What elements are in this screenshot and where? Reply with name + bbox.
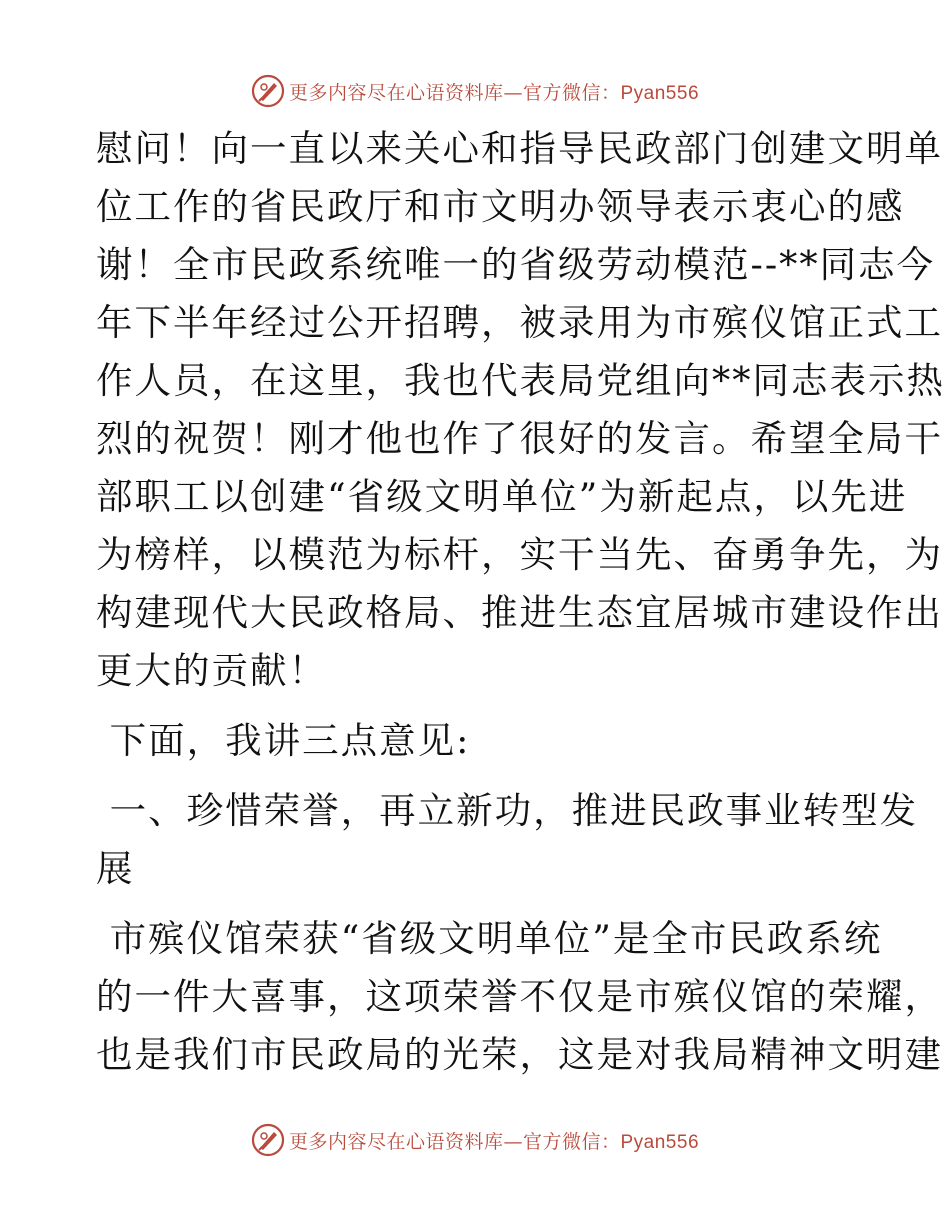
footer-banner-text (289, 1127, 699, 1154)
text-line: 下面，我讲三点意见: (96, 719, 471, 762)
document-body (96, 120, 945, 1084)
quill-logo-icon (251, 74, 285, 108)
text-line: 慰问！向一直以来关心和指导民政部门创建文明单 (96, 127, 943, 170)
text-line: 更大的贡献！ (96, 649, 327, 692)
header-banner-title: 更多内容尽在心语资料库 (288, 81, 504, 104)
section-heading-1 (96, 782, 919, 898)
text-line: 为榜样，以模范为标杆，实干当先、奋勇争先，为 (96, 533, 943, 576)
text-line: 市殡仪馆荣获“省级文明单位”是全市民政系统 (96, 917, 883, 960)
text-line: 作人员，在这里，我也代表局党组向**同志表示热 (96, 359, 945, 402)
text-line: 一、珍惜荣誉，再立新功，推进民政事业转型发 (96, 789, 919, 832)
footer-banner-separator: — (503, 1130, 523, 1153)
text-line: 的一件大喜事，这项荣誉不仅是市殡仪馆的荣耀， (96, 975, 943, 1018)
text-line: 部职工以创建“省级文明单位”为新起点，以先进 (96, 475, 908, 518)
header-wechat-label: 官方微信： (522, 81, 621, 104)
footer-wechat-label: 官方微信： (522, 1130, 621, 1153)
text-line: 位工作的省民政厅和市文明办领导表示衷心的感 (96, 185, 905, 228)
text-line: 年下半年经过公开招聘，被录用为市殡仪馆正式工 (96, 301, 943, 344)
text-line: 展 (96, 847, 135, 890)
header-banner-text (289, 78, 699, 105)
header-banner (0, 71, 950, 111)
header-wechat-id: Pyan556 (620, 82, 700, 104)
paragraph-2 (96, 712, 856, 770)
text-line: 构建现代大民政格局、推进生态宜居城市建设作出 (96, 591, 943, 634)
footer-banner-title: 更多内容尽在心语资料库 (288, 1130, 504, 1153)
header-banner-separator: — (503, 81, 523, 104)
paragraph-3 (96, 910, 943, 1084)
text-line: 也是我们市民政局的光荣，这是对我局精神文明建 (96, 1033, 943, 1076)
text-line: 烈的祝贺！刚才他也作了很好的发言。希望全局干 (96, 417, 943, 460)
quill-logo-icon (251, 1123, 285, 1157)
footer-wechat-id: Pyan556 (620, 1131, 700, 1153)
text-line: 谢！全市民政系统唯一的省级劳动模范--**同志今 (96, 243, 936, 286)
paragraph-1 (96, 120, 945, 700)
footer-banner (0, 1120, 950, 1160)
